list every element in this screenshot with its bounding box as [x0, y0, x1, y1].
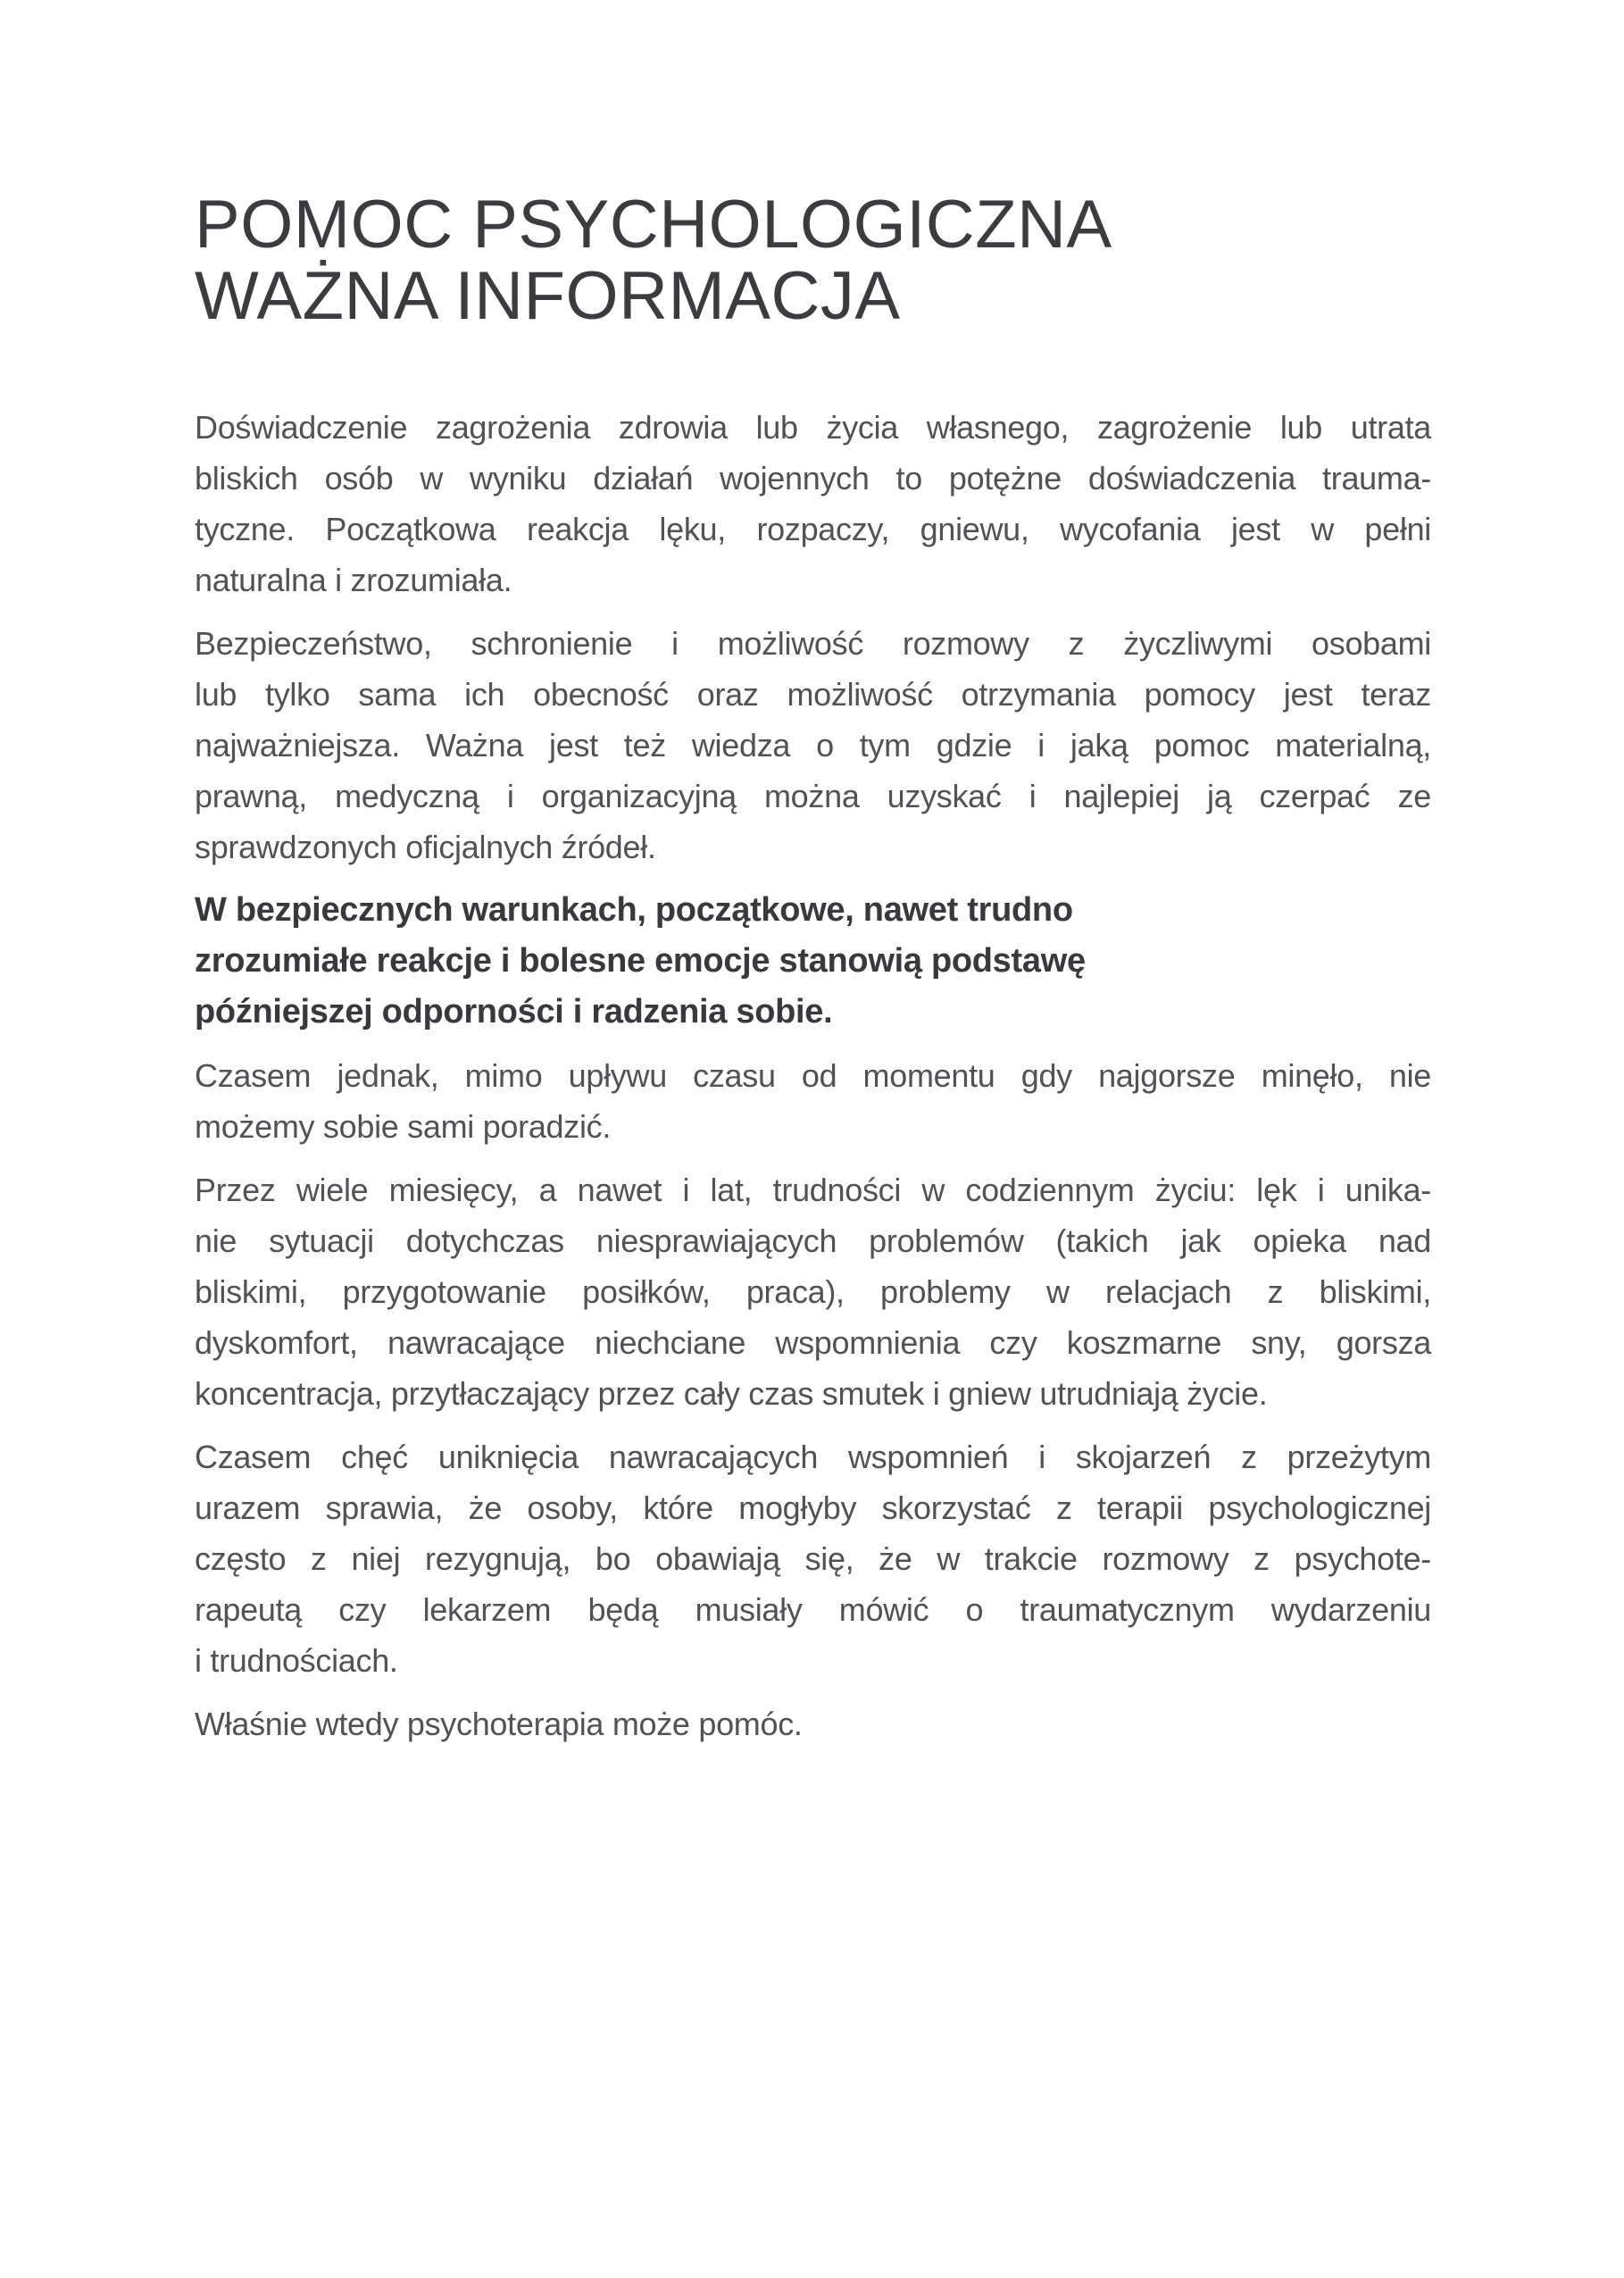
text-line: rapeutą czy lekarzem będą musiały mówić o traumatycznym wydarzeniu: [195, 1591, 1431, 1628]
text-line: nie sytuacji dotychczas niesprawiających problemów (takich jak opieka nad: [195, 1222, 1431, 1259]
text-line: tyczne. Początkowa reakcja lęku, rozpaczy, gniewu, wycofania jest w pełni: [195, 511, 1431, 547]
paragraph: [195, 618, 1431, 872]
text-line: Bezpieczeństwo, schronienie i możliwość rozmowy z życzliwymi osobami: [195, 625, 1431, 662]
text-line: prawną, medyczną i organizacyjną można uzyskać i najlepiej ją czerpać ze: [195, 778, 1431, 814]
text-line: naturalna i zrozumiała.: [195, 562, 512, 598]
text-column: [195, 0, 1431, 1762]
paragraph: [195, 1050, 1431, 1152]
text-line: dyskomfort, nawracające niechciane wspomnienia czy koszmarne sny, gorsza: [195, 1324, 1431, 1361]
text-line: Przez wiele miesięcy, a nawet i lat, trudności w codziennym życiu: lęk i unika-: [195, 1172, 1431, 1208]
text-line: późniejszej odporności i radzenia sobie.: [195, 993, 833, 1031]
text-line: Właśnie wtedy psychoterapia może pomóc.: [195, 1706, 803, 1742]
title-line-1: POMOC PSYCHOLOGICZNA: [195, 187, 1112, 263]
text-line: i trudnościach.: [195, 1642, 398, 1679]
text-line: bliskich osób w wyniku działań wojennych to potężne doświadczenia trauma-: [195, 460, 1431, 496]
text-line: W bezpiecznych warunkach, początkowe, nawet trudno: [195, 891, 1073, 929]
paragraph: [195, 1164, 1431, 1419]
text-line: sprawdzonych oficjalnych źródeł.: [195, 829, 656, 865]
text-line: urazem sprawia, że osoby, które mogłyby skorzystać z terapii psychologicznej: [195, 1489, 1431, 1526]
text-line: koncentracja, przytłaczający przez cały czas smutek i gniew utrudniają życie.: [195, 1375, 1268, 1412]
text-line: najważniejsza. Ważna jest też wiedza o tym gdzie i jaką pomoc materialną,: [195, 727, 1431, 764]
text-line: Doświadczenie zagrożenia zdrowia lub życia własnego, zagrożenie lub utrata: [195, 409, 1431, 446]
document-body: [195, 402, 1431, 1749]
paragraph: [195, 402, 1431, 605]
text-line: Czasem chęć uniknięcia nawracających wspomnień i skojarzeń z przeżytym: [195, 1439, 1431, 1475]
text-line: Czasem jednak, mimo upływu czasu od momentu gdy najgorsze minęło, nie: [195, 1057, 1431, 1094]
document-title: [195, 189, 1431, 332]
title-line-2: WAŻNA INFORMACJA: [195, 258, 901, 334]
text-line: bliskimi, przygotowanie posiłków, praca), problemy w relacjach z bliskimi,: [195, 1273, 1431, 1310]
text-line: lub tylko sama ich obecność oraz możliwość otrzymania pomocy jest teraz: [195, 676, 1431, 713]
paragraph: [195, 1698, 1431, 1749]
text-line: często z niej rezygnują, bo obawiają się, że w trakcie rozmowy z psychote-: [195, 1540, 1431, 1577]
bold-paragraph: [195, 885, 1431, 1038]
text-line: możemy sobie sami poradzić.: [195, 1108, 612, 1145]
paragraph: [195, 1431, 1431, 1686]
text-line: zrozumiałe reakcje i bolesne emocje stanowią podstawę: [195, 942, 1086, 980]
